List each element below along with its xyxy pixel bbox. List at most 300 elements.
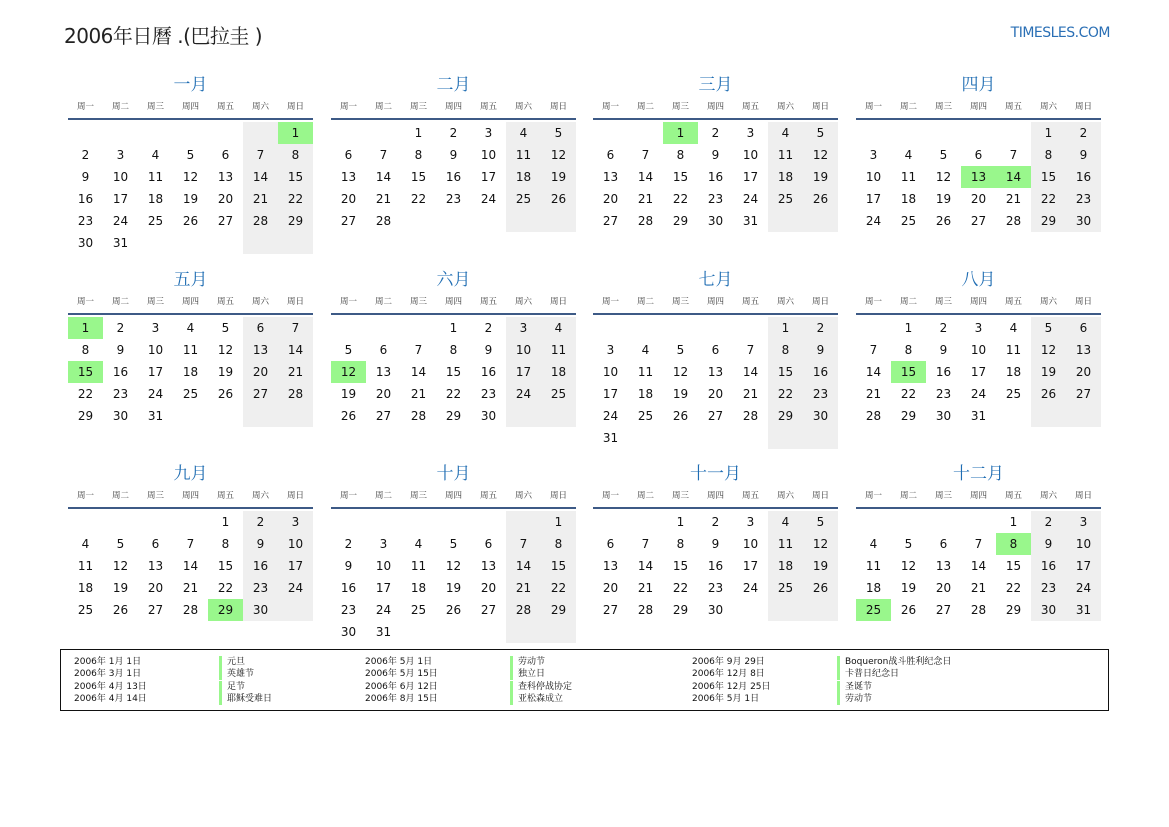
day-cell[interactable]: 1 <box>414 126 423 140</box>
day-cell[interactable]: 10 <box>742 537 759 551</box>
day-cell[interactable]: 12 <box>112 559 129 573</box>
day-cell[interactable]: 13 <box>375 365 392 379</box>
day-cell[interactable]: 17 <box>865 192 882 206</box>
day-cell[interactable]: 22 <box>278 188 313 210</box>
day-cell[interactable]: 1 <box>663 122 698 144</box>
day-cell[interactable]: 15 <box>768 361 803 383</box>
day-cell[interactable]: 29 <box>77 409 94 423</box>
day-cell[interactable]: 1 <box>278 122 313 144</box>
day-cell[interactable]: 29 <box>768 405 803 427</box>
day-cell[interactable]: 12 <box>217 343 234 357</box>
day-cell[interactable]: 7 <box>278 317 313 339</box>
day-cell[interactable]: 7 <box>379 148 388 162</box>
day-cell[interactable]: 6 <box>243 317 278 339</box>
day-cell[interactable]: 26 <box>182 214 199 228</box>
day-cell[interactable]: 22 <box>900 387 917 401</box>
day-cell[interactable]: 27 <box>340 214 357 228</box>
day-cell[interactable]: 2 <box>711 126 720 140</box>
day-cell[interactable]: 21 <box>182 581 199 595</box>
day-cell[interactable]: 2 <box>243 511 278 533</box>
day-cell[interactable]: 25 <box>541 383 576 405</box>
day-cell[interactable]: 20 <box>1066 361 1101 383</box>
day-cell[interactable]: 3 <box>974 321 983 335</box>
day-cell[interactable]: 16 <box>1031 555 1066 577</box>
day-cell[interactable]: 2 <box>939 321 948 335</box>
day-cell[interactable]: 9 <box>1066 144 1101 166</box>
day-cell[interactable]: 6 <box>151 537 160 551</box>
day-cell[interactable]: 24 <box>506 383 541 405</box>
day-cell[interactable]: 22 <box>217 581 234 595</box>
day-cell[interactable]: 20 <box>935 581 952 595</box>
day-cell[interactable]: 22 <box>672 581 689 595</box>
day-cell[interactable]: 15 <box>217 559 234 573</box>
day-cell[interactable]: 4 <box>414 537 423 551</box>
day-cell[interactable]: 28 <box>637 214 654 228</box>
day-cell[interactable]: 7 <box>1009 148 1018 162</box>
day-cell[interactable]: 2 <box>1031 511 1066 533</box>
day-cell[interactable]: 24 <box>865 214 882 228</box>
day-cell[interactable]: 18 <box>541 361 576 383</box>
day-cell[interactable]: 10 <box>147 343 164 357</box>
day-cell[interactable]: 11 <box>1005 343 1022 357</box>
day-cell[interactable]: 31 <box>742 214 759 228</box>
day-cell[interactable]: 15 <box>1031 166 1066 188</box>
day-cell[interactable]: 13 <box>707 365 724 379</box>
day-cell[interactable]: 19 <box>541 166 576 188</box>
day-cell[interactable]: 1 <box>1031 122 1066 144</box>
day-cell[interactable]: 21 <box>970 581 987 595</box>
day-cell[interactable]: 12 <box>672 365 689 379</box>
day-cell[interactable]: 24 <box>742 192 759 206</box>
day-cell[interactable]: 25 <box>768 577 803 599</box>
day-cell[interactable]: 2 <box>81 148 90 162</box>
day-cell[interactable]: 3 <box>278 511 313 533</box>
day-cell[interactable]: 24 <box>375 603 392 617</box>
day-cell[interactable]: 14 <box>243 166 278 188</box>
day-cell[interactable]: 18 <box>900 192 917 206</box>
day-cell[interactable]: 4 <box>151 148 160 162</box>
day-cell[interactable]: 5 <box>221 321 230 335</box>
day-cell[interactable]: 28 <box>375 214 392 228</box>
day-cell[interactable]: 14 <box>506 555 541 577</box>
day-cell[interactable]: 9 <box>711 148 720 162</box>
day-cell[interactable]: 5 <box>803 511 838 533</box>
day-cell[interactable]: 1 <box>221 515 230 529</box>
day-cell[interactable]: 22 <box>77 387 94 401</box>
day-cell[interactable]: 6 <box>606 148 615 162</box>
day-cell[interactable]: 14 <box>970 559 987 573</box>
day-cell[interactable]: 16 <box>480 365 497 379</box>
day-cell[interactable]: 13 <box>602 559 619 573</box>
day-cell[interactable]: 9 <box>1031 533 1066 555</box>
day-cell[interactable]: 29 <box>208 599 243 621</box>
day-cell[interactable]: 12 <box>803 533 838 555</box>
day-cell[interactable]: 24 <box>480 192 497 206</box>
day-cell[interactable]: 28 <box>506 599 541 621</box>
day-cell[interactable]: 28 <box>1005 214 1022 228</box>
day-cell[interactable]: 29 <box>1005 603 1022 617</box>
day-cell[interactable]: 10 <box>112 170 129 184</box>
day-cell[interactable]: 13 <box>1066 339 1101 361</box>
day-cell[interactable]: 7 <box>641 148 650 162</box>
day-cell[interactable]: 2 <box>449 126 458 140</box>
day-cell[interactable]: 14 <box>278 339 313 361</box>
day-cell[interactable]: 29 <box>672 603 689 617</box>
day-cell[interactable]: 3 <box>1066 511 1101 533</box>
day-cell[interactable]: 15 <box>672 170 689 184</box>
day-cell[interactable]: 10 <box>1066 533 1101 555</box>
day-cell[interactable]: 21 <box>506 577 541 599</box>
day-cell[interactable]: 11 <box>768 533 803 555</box>
day-cell[interactable]: 7 <box>506 533 541 555</box>
day-cell[interactable]: 22 <box>1005 581 1022 595</box>
day-cell[interactable]: 24 <box>970 387 987 401</box>
day-cell[interactable]: 13 <box>480 559 497 573</box>
day-cell[interactable]: 18 <box>1005 365 1022 379</box>
day-cell[interactable]: 14 <box>996 166 1031 188</box>
day-cell[interactable]: 28 <box>865 409 882 423</box>
day-cell[interactable]: 25 <box>637 409 654 423</box>
day-cell[interactable]: 9 <box>449 148 458 162</box>
day-cell[interactable]: 18 <box>637 387 654 401</box>
day-cell[interactable]: 2 <box>803 317 838 339</box>
day-cell[interactable]: 10 <box>506 339 541 361</box>
day-cell[interactable]: 17 <box>742 559 759 573</box>
day-cell[interactable]: 4 <box>186 321 195 335</box>
day-cell[interactable]: 14 <box>375 170 392 184</box>
day-cell[interactable]: 18 <box>768 166 803 188</box>
day-cell[interactable]: 12 <box>900 559 917 573</box>
day-cell[interactable]: 7 <box>746 343 755 357</box>
day-cell[interactable]: 14 <box>182 559 199 573</box>
day-cell[interactable]: 23 <box>340 603 357 617</box>
day-cell[interactable]: 31 <box>112 236 129 250</box>
day-cell[interactable]: 18 <box>768 555 803 577</box>
day-cell[interactable]: 23 <box>77 214 94 228</box>
day-cell[interactable]: 15 <box>891 361 926 383</box>
day-cell[interactable]: 17 <box>480 170 497 184</box>
day-cell[interactable]: 19 <box>182 192 199 206</box>
day-cell[interactable]: 21 <box>637 581 654 595</box>
day-cell[interactable]: 19 <box>672 387 689 401</box>
day-cell[interactable]: 16 <box>1066 166 1101 188</box>
day-cell[interactable]: 19 <box>1031 361 1066 383</box>
day-cell[interactable]: 7 <box>641 537 650 551</box>
day-cell[interactable]: 24 <box>112 214 129 228</box>
day-cell[interactable]: 19 <box>445 581 462 595</box>
day-cell[interactable]: 14 <box>410 365 427 379</box>
day-cell[interactable]: 3 <box>484 126 493 140</box>
day-cell[interactable]: 19 <box>803 166 838 188</box>
day-cell[interactable]: 13 <box>961 166 996 188</box>
day-cell[interactable]: 23 <box>935 387 952 401</box>
day-cell[interactable]: 20 <box>602 192 619 206</box>
day-cell[interactable]: 15 <box>672 559 689 573</box>
day-cell[interactable]: 28 <box>278 383 313 405</box>
day-cell[interactable]: 8 <box>449 343 458 357</box>
day-cell[interactable]: 27 <box>602 214 619 228</box>
day-cell[interactable]: 11 <box>77 559 94 573</box>
day-cell[interactable]: 1 <box>768 317 803 339</box>
day-cell[interactable]: 2 <box>711 515 720 529</box>
day-cell[interactable]: 30 <box>707 214 724 228</box>
day-cell[interactable]: 20 <box>217 192 234 206</box>
day-cell[interactable]: 12 <box>803 144 838 166</box>
day-cell[interactable]: 26 <box>217 387 234 401</box>
day-cell[interactable]: 21 <box>278 361 313 383</box>
day-cell[interactable]: 21 <box>742 387 759 401</box>
day-cell[interactable]: 28 <box>637 603 654 617</box>
day-cell[interactable]: 22 <box>445 387 462 401</box>
day-cell[interactable]: 7 <box>414 343 423 357</box>
day-cell[interactable]: 15 <box>68 361 103 383</box>
day-cell[interactable]: 30 <box>243 599 278 621</box>
day-cell[interactable]: 31 <box>147 409 164 423</box>
day-cell[interactable]: 8 <box>676 537 685 551</box>
day-cell[interactable]: 20 <box>243 361 278 383</box>
day-cell[interactable]: 17 <box>375 581 392 595</box>
day-cell[interactable]: 9 <box>116 343 125 357</box>
day-cell[interactable]: 28 <box>182 603 199 617</box>
day-cell[interactable]: 14 <box>637 559 654 573</box>
day-cell[interactable]: 30 <box>803 405 838 427</box>
day-cell[interactable]: 26 <box>900 603 917 617</box>
day-cell[interactable]: 21 <box>375 192 392 206</box>
day-cell[interactable]: 20 <box>480 581 497 595</box>
day-cell[interactable]: 26 <box>445 603 462 617</box>
day-cell[interactable]: 8 <box>414 148 423 162</box>
day-cell[interactable]: 18 <box>506 166 541 188</box>
day-cell[interactable]: 20 <box>707 387 724 401</box>
day-cell[interactable]: 10 <box>742 148 759 162</box>
day-cell[interactable]: 3 <box>506 317 541 339</box>
day-cell[interactable]: 8 <box>1031 144 1066 166</box>
day-cell[interactable]: 25 <box>77 603 94 617</box>
day-cell[interactable]: 20 <box>340 192 357 206</box>
day-cell[interactable]: 31 <box>602 431 619 445</box>
day-cell[interactable]: 29 <box>541 599 576 621</box>
day-cell[interactable]: 18 <box>182 365 199 379</box>
day-cell[interactable]: 31 <box>970 409 987 423</box>
day-cell[interactable]: 5 <box>904 537 913 551</box>
day-cell[interactable]: 26 <box>803 577 838 599</box>
day-cell[interactable]: 16 <box>707 170 724 184</box>
day-cell[interactable]: 4 <box>1009 321 1018 335</box>
day-cell[interactable]: 30 <box>480 409 497 423</box>
day-cell[interactable]: 11 <box>506 144 541 166</box>
day-cell[interactable]: 16 <box>935 365 952 379</box>
day-cell[interactable]: 6 <box>221 148 230 162</box>
day-cell[interactable]: 4 <box>768 511 803 533</box>
day-cell[interactable]: 9 <box>484 343 493 357</box>
day-cell[interactable]: 23 <box>480 387 497 401</box>
day-cell[interactable]: 18 <box>865 581 882 595</box>
day-cell[interactable]: 22 <box>1031 188 1066 210</box>
day-cell[interactable]: 8 <box>81 343 90 357</box>
day-cell[interactable]: 26 <box>541 188 576 210</box>
day-cell[interactable]: 4 <box>904 148 913 162</box>
day-cell[interactable]: 17 <box>602 387 619 401</box>
day-cell[interactable]: 25 <box>147 214 164 228</box>
day-cell[interactable]: 20 <box>602 581 619 595</box>
day-cell[interactable]: 7 <box>186 537 195 551</box>
day-cell[interactable]: 12 <box>331 361 366 383</box>
day-cell[interactable]: 21 <box>243 188 278 210</box>
day-cell[interactable]: 31 <box>375 625 392 639</box>
day-cell[interactable]: 9 <box>243 533 278 555</box>
day-cell[interactable]: 6 <box>484 537 493 551</box>
day-cell[interactable]: 21 <box>865 387 882 401</box>
day-cell[interactable]: 10 <box>865 170 882 184</box>
day-cell[interactable]: 30 <box>1031 599 1066 621</box>
day-cell[interactable]: 29 <box>445 409 462 423</box>
day-cell[interactable]: 21 <box>1005 192 1022 206</box>
day-cell[interactable]: 7 <box>974 537 983 551</box>
day-cell[interactable]: 25 <box>900 214 917 228</box>
day-cell[interactable]: 27 <box>480 603 497 617</box>
day-cell[interactable]: 23 <box>243 577 278 599</box>
day-cell[interactable]: 15 <box>541 555 576 577</box>
day-cell[interactable]: 25 <box>506 188 541 210</box>
day-cell[interactable]: 19 <box>803 555 838 577</box>
day-cell[interactable]: 4 <box>768 122 803 144</box>
day-cell[interactable]: 9 <box>803 339 838 361</box>
day-cell[interactable]: 14 <box>637 170 654 184</box>
day-cell[interactable]: 25 <box>410 603 427 617</box>
day-cell[interactable]: 6 <box>344 148 353 162</box>
day-cell[interactable]: 19 <box>112 581 129 595</box>
day-cell[interactable]: 22 <box>410 192 427 206</box>
day-cell[interactable]: 5 <box>449 537 458 551</box>
day-cell[interactable]: 1 <box>1009 515 1018 529</box>
day-cell[interactable]: 13 <box>243 339 278 361</box>
day-cell[interactable]: 3 <box>869 148 878 162</box>
day-cell[interactable]: 24 <box>278 577 313 599</box>
day-cell[interactable]: 25 <box>182 387 199 401</box>
day-cell[interactable]: 13 <box>147 559 164 573</box>
day-cell[interactable]: 2 <box>344 537 353 551</box>
day-cell[interactable]: 8 <box>221 537 230 551</box>
day-cell[interactable]: 26 <box>1031 383 1066 405</box>
day-cell[interactable]: 26 <box>935 214 952 228</box>
day-cell[interactable]: 17 <box>742 170 759 184</box>
day-cell[interactable]: 4 <box>506 122 541 144</box>
day-cell[interactable]: 12 <box>445 559 462 573</box>
day-cell[interactable]: 6 <box>939 537 948 551</box>
day-cell[interactable]: 11 <box>147 170 164 184</box>
day-cell[interactable]: 15 <box>410 170 427 184</box>
day-cell[interactable]: 18 <box>410 581 427 595</box>
day-cell[interactable]: 12 <box>935 170 952 184</box>
day-cell[interactable]: 19 <box>340 387 357 401</box>
day-cell[interactable]: 18 <box>147 192 164 206</box>
day-cell[interactable]: 3 <box>746 515 755 529</box>
day-cell[interactable]: 30 <box>707 603 724 617</box>
day-cell[interactable]: 30 <box>112 409 129 423</box>
day-cell[interactable]: 8 <box>676 148 685 162</box>
day-cell[interactable]: 5 <box>541 122 576 144</box>
day-cell[interactable]: 13 <box>217 170 234 184</box>
day-cell[interactable]: 16 <box>340 581 357 595</box>
day-cell[interactable]: 24 <box>742 581 759 595</box>
day-cell[interactable]: 29 <box>900 409 917 423</box>
day-cell[interactable]: 9 <box>711 537 720 551</box>
day-cell[interactable]: 23 <box>707 581 724 595</box>
day-cell[interactable]: 6 <box>711 343 720 357</box>
day-cell[interactable]: 6 <box>379 343 388 357</box>
day-cell[interactable]: 25 <box>856 599 891 621</box>
day-cell[interactable]: 28 <box>410 409 427 423</box>
day-cell[interactable]: 23 <box>1066 188 1101 210</box>
day-cell[interactable]: 1 <box>449 321 458 335</box>
day-cell[interactable]: 14 <box>742 365 759 379</box>
day-cell[interactable]: 11 <box>637 365 654 379</box>
day-cell[interactable]: 6 <box>974 148 983 162</box>
day-cell[interactable]: 17 <box>506 361 541 383</box>
day-cell[interactable]: 22 <box>672 192 689 206</box>
day-cell[interactable]: 21 <box>410 387 427 401</box>
day-cell[interactable]: 4 <box>869 537 878 551</box>
day-cell[interactable]: 25 <box>1005 387 1022 401</box>
day-cell[interactable]: 5 <box>939 148 948 162</box>
day-cell[interactable]: 5 <box>186 148 195 162</box>
day-cell[interactable]: 11 <box>410 559 427 573</box>
day-cell[interactable]: 30 <box>340 625 357 639</box>
day-cell[interactable]: 11 <box>182 343 199 357</box>
day-cell[interactable]: 13 <box>935 559 952 573</box>
day-cell[interactable]: 27 <box>243 383 278 405</box>
day-cell[interactable]: 10 <box>375 559 392 573</box>
day-cell[interactable]: 7 <box>243 144 278 166</box>
day-cell[interactable]: 27 <box>375 409 392 423</box>
day-cell[interactable]: 13 <box>340 170 357 184</box>
day-cell[interactable]: 11 <box>541 339 576 361</box>
day-cell[interactable]: 16 <box>803 361 838 383</box>
day-cell[interactable]: 17 <box>970 365 987 379</box>
day-cell[interactable]: 3 <box>746 126 755 140</box>
day-cell[interactable]: 29 <box>672 214 689 228</box>
day-cell[interactable]: 9 <box>344 559 353 573</box>
day-cell[interactable]: 26 <box>803 188 838 210</box>
day-cell[interactable]: 14 <box>865 365 882 379</box>
day-cell[interactable]: 4 <box>541 317 576 339</box>
day-cell[interactable]: 11 <box>768 144 803 166</box>
day-cell[interactable]: 19 <box>935 192 952 206</box>
day-cell[interactable]: 3 <box>116 148 125 162</box>
day-cell[interactable]: 16 <box>707 559 724 573</box>
day-cell[interactable]: 8 <box>904 343 913 357</box>
day-cell[interactable]: 13 <box>602 170 619 184</box>
day-cell[interactable]: 19 <box>217 365 234 379</box>
day-cell[interactable]: 23 <box>445 192 462 206</box>
day-cell[interactable]: 4 <box>81 537 90 551</box>
day-cell[interactable]: 12 <box>182 170 199 184</box>
day-cell[interactable]: 10 <box>278 533 313 555</box>
day-cell[interactable]: 23 <box>803 383 838 405</box>
day-cell[interactable]: 1 <box>68 317 103 339</box>
day-cell[interactable]: 3 <box>606 343 615 357</box>
day-cell[interactable]: 8 <box>768 339 803 361</box>
day-cell[interactable]: 11 <box>900 170 917 184</box>
day-cell[interactable]: 8 <box>541 533 576 555</box>
day-cell[interactable]: 19 <box>900 581 917 595</box>
day-cell[interactable]: 16 <box>112 365 129 379</box>
day-cell[interactable]: 16 <box>243 555 278 577</box>
day-cell[interactable]: 17 <box>278 555 313 577</box>
day-cell[interactable]: 8 <box>996 533 1031 555</box>
day-cell[interactable]: 21 <box>637 192 654 206</box>
day-cell[interactable]: 5 <box>116 537 125 551</box>
